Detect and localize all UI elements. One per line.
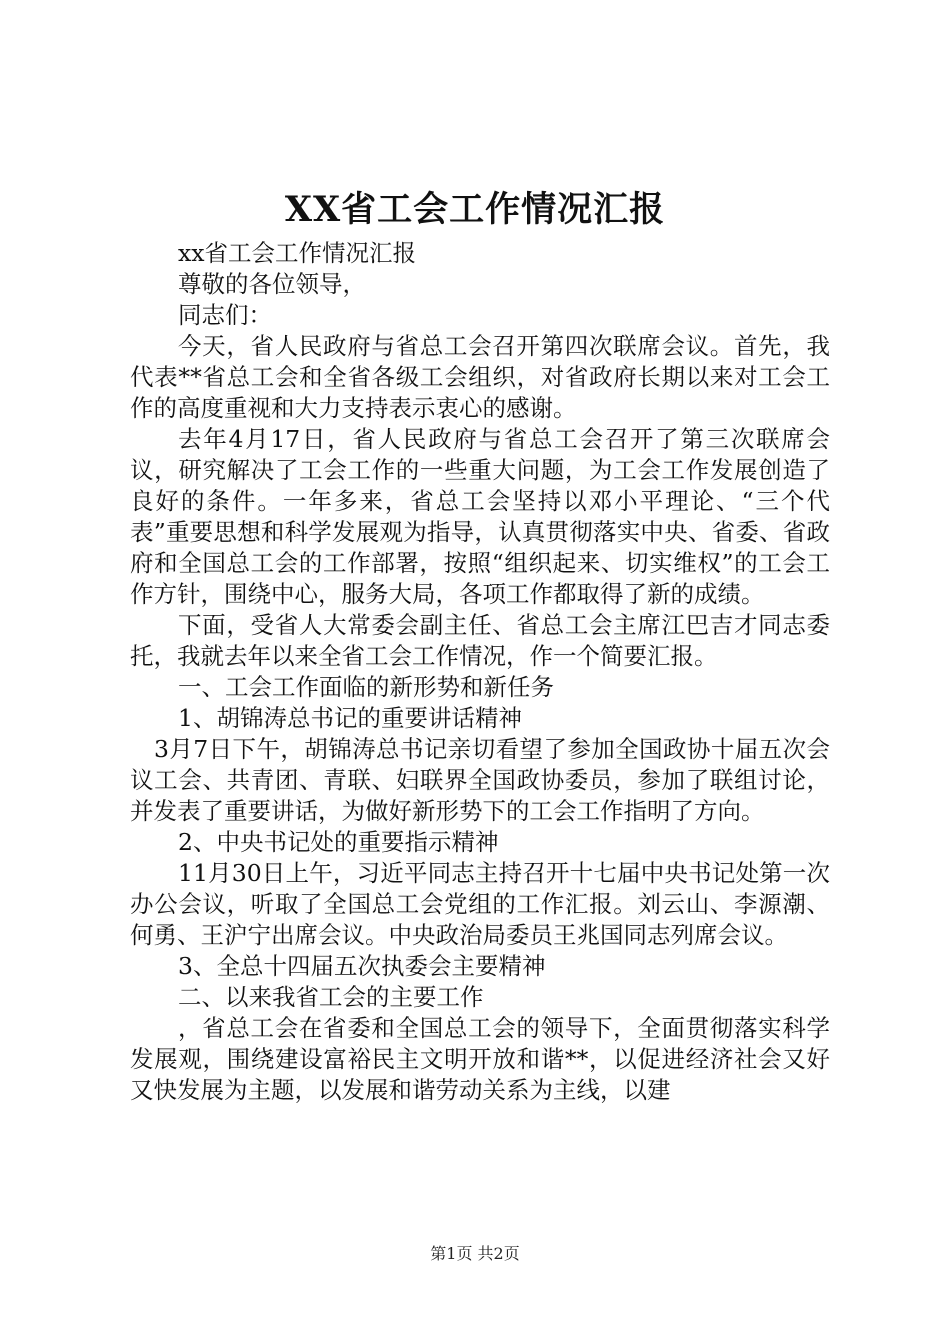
paragraph-report-intro: 下面，受省人大常委会副主任、省总工会主席江巴吉才同志委托，我就去年以来全省工会工作情况，作一个简要汇报。 — [130, 611, 830, 670]
section-heading-2: 二、以来我省工会的主要工作 — [178, 983, 484, 1011]
section-heading-1: 一、工会工作面临的新形势和新任务 — [178, 673, 554, 701]
page-number: 第1页 共2页 — [430, 1244, 520, 1263]
paragraph-salutation: 尊敬的各位领导， — [178, 270, 366, 298]
document-title: XX省工会工作情况汇报 — [284, 189, 666, 230]
paragraph-subtitle: xx省工会工作情况汇报 — [178, 239, 417, 267]
paragraph-secretariat: 11月30日上午，习近平同志主持召开十七届中央书记处第一次办公会议，听取了全国总工会党组的工作汇报。刘云山、李源潮、何勇、王沪宁出席会议。中央政治局委员王兆国同志列席会议。 — [130, 859, 830, 949]
paragraph-speech: 3月7日下午，胡锦涛总书记亲切看望了参加全国政协十届五次会议工会、共青团、青联、妇联界全国政协委员，参加了联组讨论，并发表了重要讲话，为做好新形势下的工会工作指明了方向。 — [130, 735, 830, 825]
paragraph-salutation-2: 同志们： — [178, 301, 272, 329]
paragraph-opening: 今天，省人民政府与省总工会召开第四次联席会议。首先，我代表**省总工会和全省各级工会组织，对省政府长期以来对工会工作的高度重视和大力支持表示衷心的感谢。 — [130, 332, 830, 422]
document-body — [130, 238, 830, 1106]
subheading-3: 3、全总十四届五次执委会主要精神 — [178, 952, 546, 980]
paragraph-last-year: 去年4月17日，省人民政府与省总工会召开了第三次联席会议，研究解决了工会工作的一些重大问题，为工会工作发展创造了良好的条件。一年多来，省总工会坚持以邓小平理论、“三个代表”重要思想和科学发展观为指导，认真贯彻落实中央、省委、省政府和全国总工会的工作部署，按照“组织起来、切实维权”的工会工作方针，围绕中心，服务大局，各项工作都取得了新的成绩。 — [130, 425, 830, 608]
subheading-2: 2、中央书记处的重要指示精神 — [178, 828, 499, 856]
paragraph-main-work: ，省总工会在省委和全国总工会的领导下，全面贯彻落实科学发展观，围绕建设富裕民主文明开放和谐**，以促进经济社会又好又快发展为主题，以发展和谐劳动关系为主线，以建 — [130, 1014, 830, 1104]
subheading-1: 1、胡锦涛总书记的重要讲话精神 — [178, 704, 522, 732]
